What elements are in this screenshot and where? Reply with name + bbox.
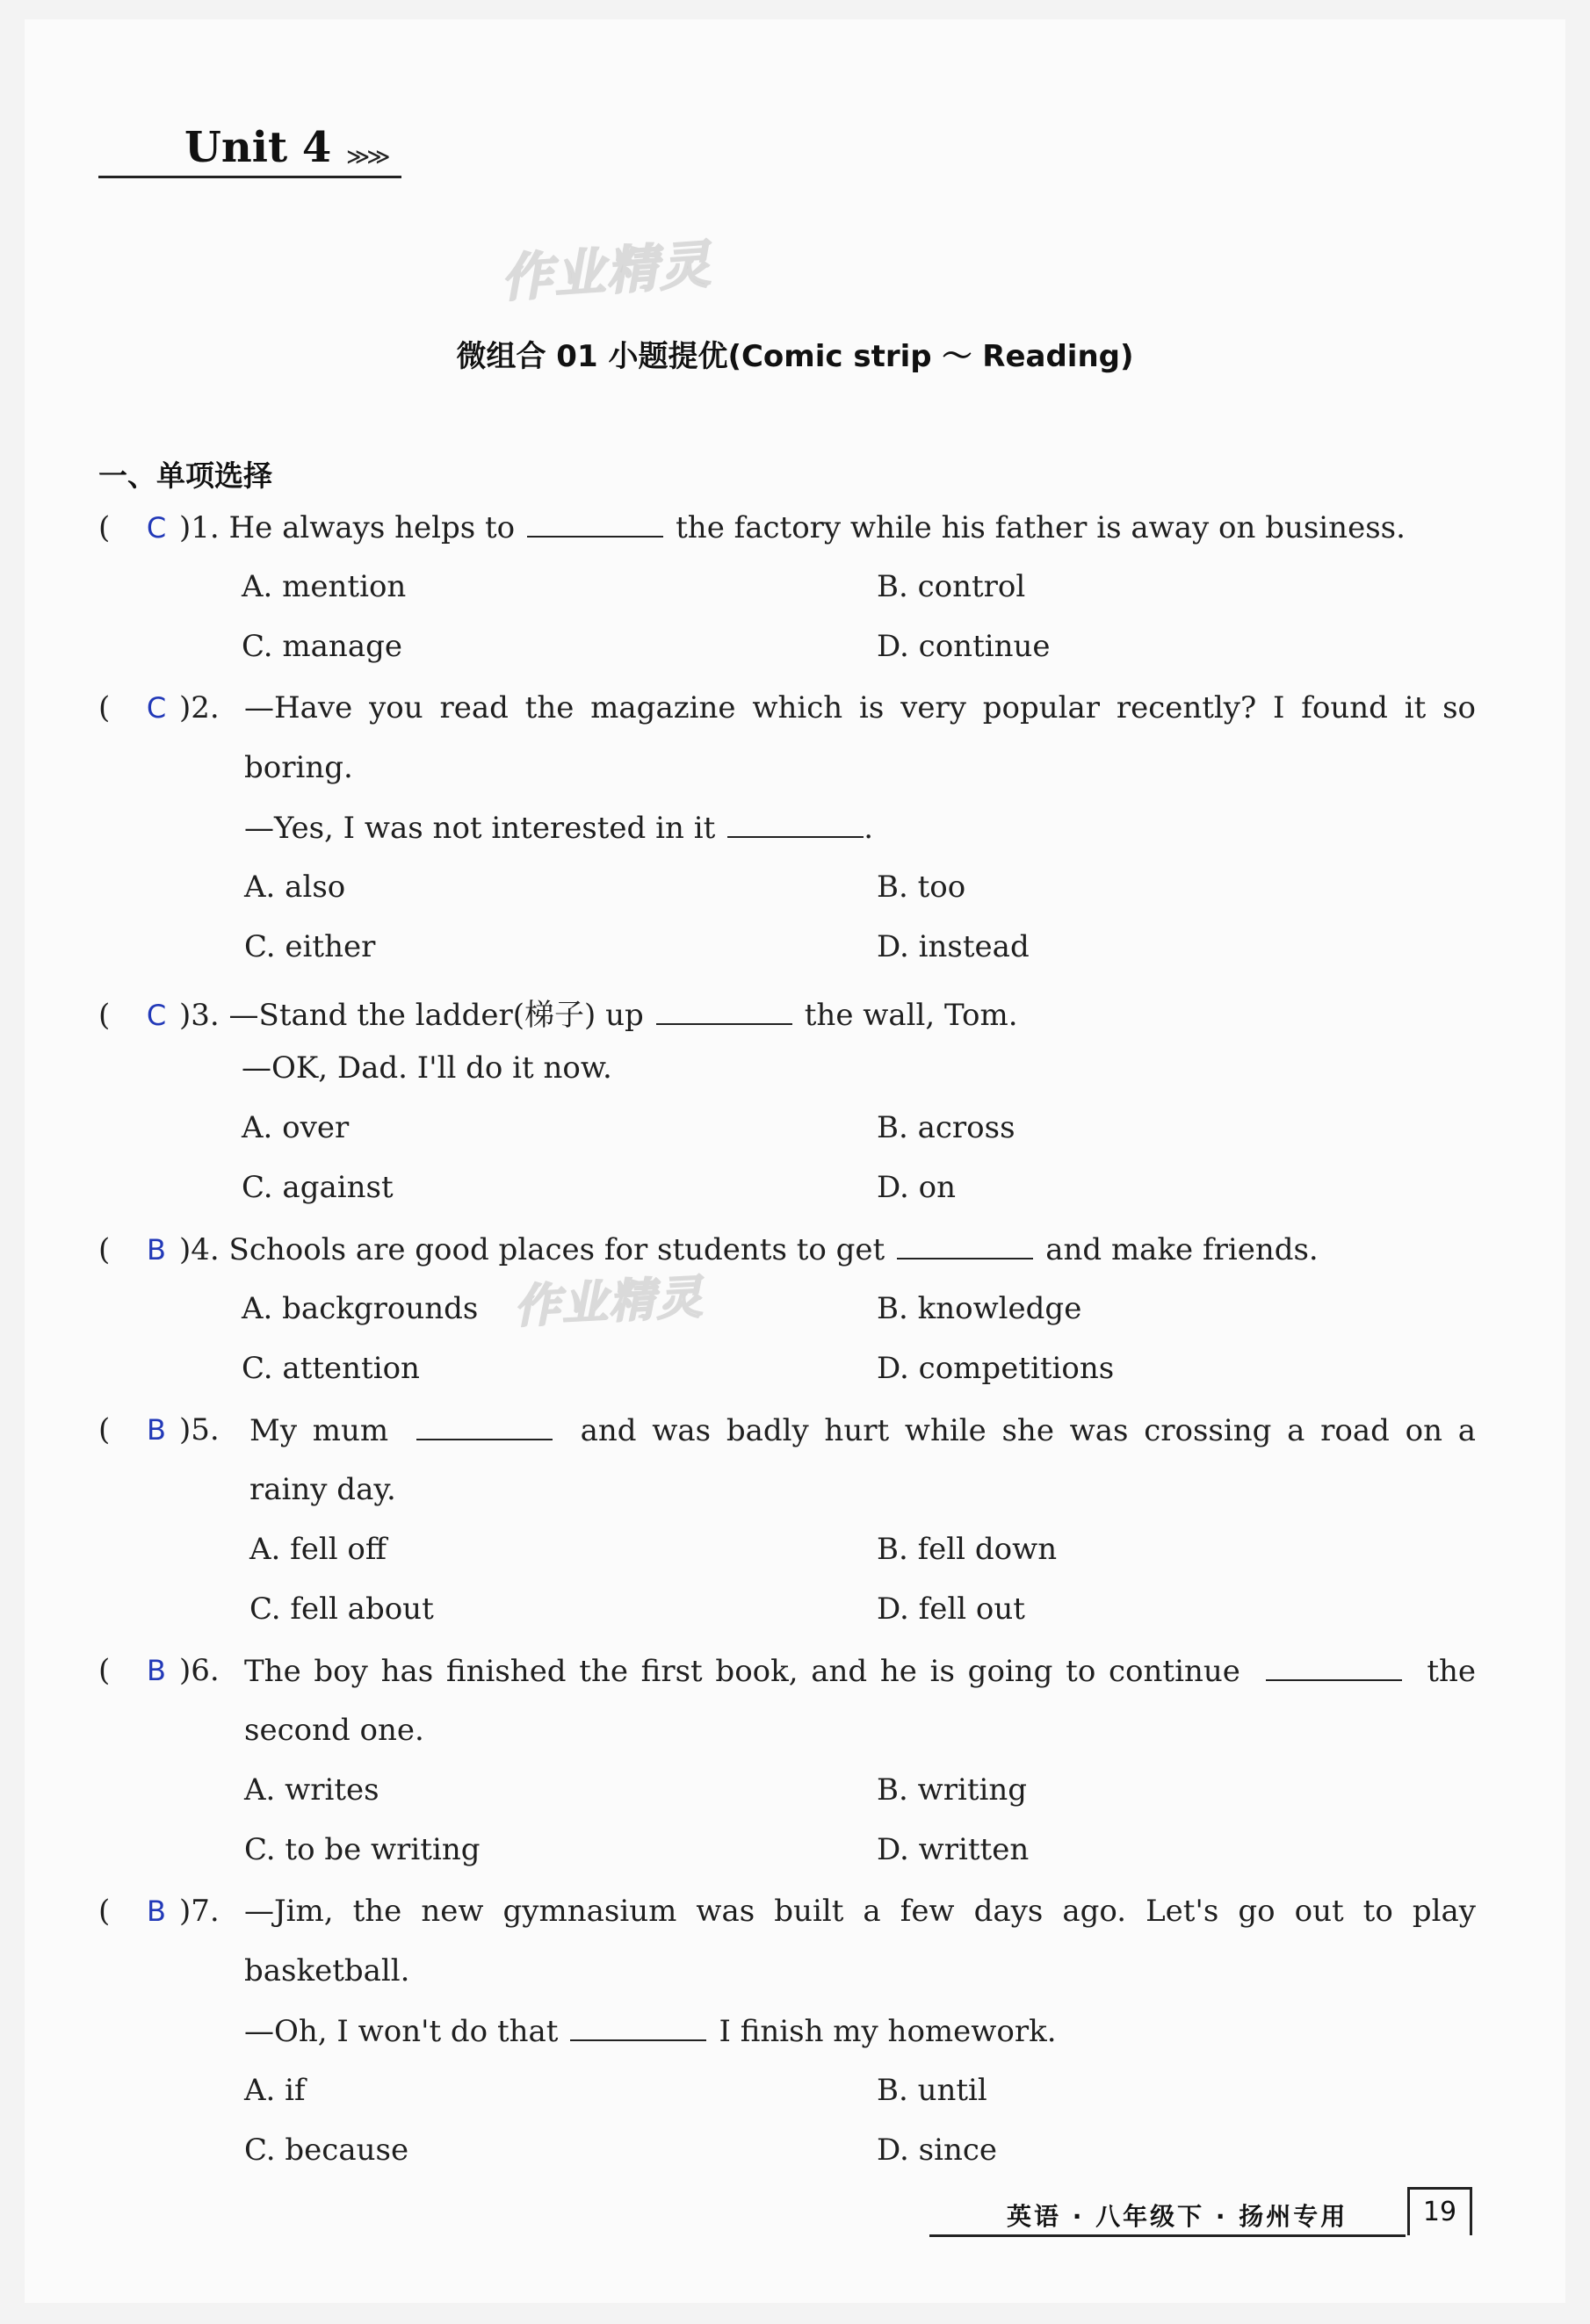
option: A. fell off [249, 1532, 387, 1567]
blank [570, 2013, 706, 2041]
question-5: ( B )5. [98, 1412, 220, 1447]
option: A. over [242, 1110, 350, 1145]
question-1: ( C )1. He always helps to the factory while his father is away on business. [98, 510, 1406, 545]
question-2: ( C )2. [98, 690, 220, 725]
part-title: 一、单项选择 [98, 458, 272, 493]
page-footer [929, 2196, 1457, 2237]
page-number: 19 [1407, 2187, 1472, 2235]
answer-2: C [146, 691, 167, 725]
answer-6: B [147, 1654, 166, 1687]
option: B. until [877, 2073, 987, 2108]
question-2-line2: boring. [244, 750, 353, 785]
question-7-line3: —Oh, I won't do that I finish my homework. [244, 2014, 1057, 2049]
chevrons-icon: ≫≫ [346, 144, 387, 170]
question-3: ( C )3. —Stand the ladder(梯子) up the wall, Tom. [98, 998, 1018, 1033]
question-2-line3: —Yes, I was not interested in it . [244, 811, 874, 846]
option: C. attention [242, 1351, 420, 1386]
option: D. written [877, 1832, 1030, 1867]
question-6: ( B )6. [98, 1653, 220, 1688]
option: A. also [244, 870, 346, 905]
answer-3: C [146, 999, 167, 1032]
section-title: 微组合 01 小题提优(Comic strip ～ Reading) [456, 339, 1134, 374]
option: D. fell out [877, 1591, 1025, 1627]
option: B. knowledge [877, 1291, 1082, 1326]
blank [656, 997, 792, 1025]
footer-text: 英语 · 八年级下 · 扬州专用 [1007, 2202, 1348, 2231]
blank [1266, 1653, 1402, 1681]
unit-title: Unit 4 [184, 123, 332, 172]
option: C. against [242, 1170, 394, 1205]
option: A. backgrounds [242, 1291, 479, 1326]
option: C. because [244, 2133, 409, 2168]
option: D. on [877, 1170, 957, 1205]
option: B. across [877, 1110, 1015, 1145]
option: B. control [877, 569, 1026, 604]
option: C. to be writing [244, 1832, 481, 1867]
question-2-line1: —Have you read the magazine which is very popular recently? I found it so [244, 690, 1476, 725]
blank [897, 1231, 1033, 1259]
option: B. too [877, 870, 966, 905]
question-3-line2: —OK, Dad. I'll do it now. [242, 1050, 612, 1086]
question-5-line1: My mum and was badly hurt while she was crossing a road on a [249, 1413, 1476, 1448]
answer-7: B [147, 1895, 166, 1928]
question-6-line2: second one. [244, 1713, 424, 1748]
watermark: 作业精灵 [499, 234, 714, 309]
option: C. either [244, 929, 376, 964]
option: C. manage [242, 629, 402, 664]
watermark: 作业精灵 [512, 1271, 705, 1334]
option: D. instead [877, 929, 1030, 964]
option: D. continue [877, 629, 1051, 664]
answer-4: B [147, 1233, 166, 1267]
question-7: ( B )7. [98, 1894, 220, 1929]
question-4: ( B )4. Schools are good places for students to get and make friends. [98, 1232, 1319, 1267]
answer-5: B [147, 1413, 166, 1447]
option: B. writing [877, 1772, 1028, 1808]
answer-1: C [146, 511, 167, 545]
question-6-line1: The boy has finished the first book, and he is going to continue the [244, 1654, 1476, 1689]
unit-header [98, 123, 401, 178]
question-7-line1: —Jim, the new gymnasium was built a few days ago. Let's go out to play [244, 1894, 1476, 1929]
option: A. writes [244, 1772, 379, 1808]
option: D. competitions [877, 1351, 1115, 1386]
option: A. mention [242, 569, 407, 604]
blank [416, 1412, 553, 1440]
option: D. since [877, 2133, 998, 2168]
option: B. fell down [877, 1532, 1058, 1567]
question-7-line2: basketball. [244, 1953, 410, 1988]
option: C. fell about [249, 1591, 434, 1627]
question-5-line2: rainy day. [249, 1472, 396, 1507]
blank [727, 810, 864, 838]
option: A. if [244, 2073, 306, 2108]
blank [527, 509, 663, 538]
